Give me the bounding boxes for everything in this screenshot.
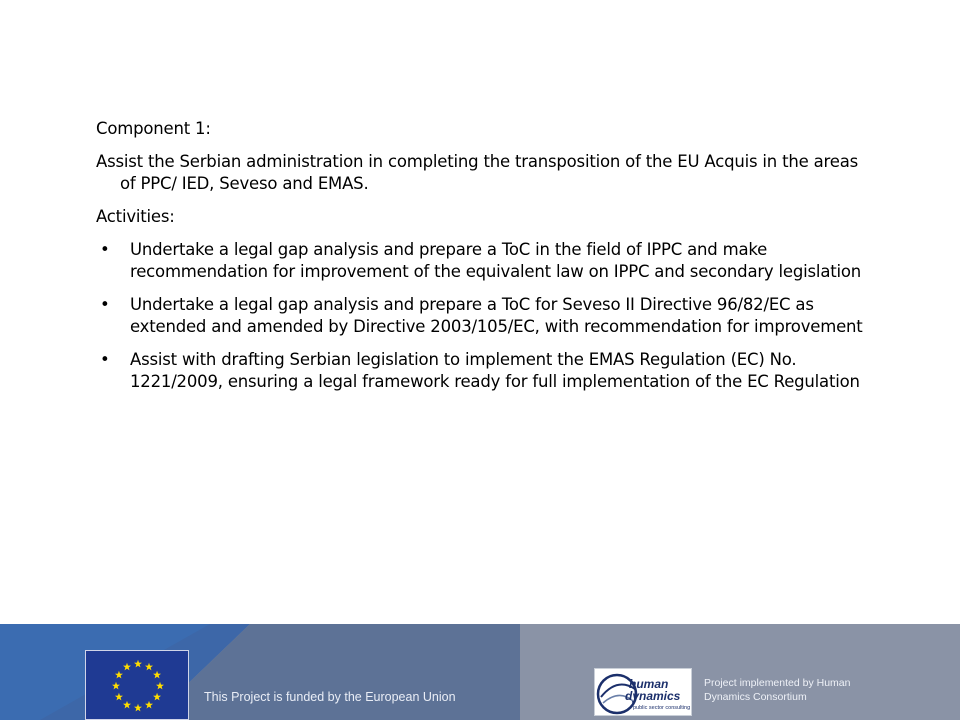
activity-text: Assist with drafting Serbian legislation to implement the EMAS Regulation (EC) No. 1221/2009, ensuring a legal framework ready for full implementation of the EC Regulation	[130, 350, 860, 391]
star-icon	[145, 663, 153, 671]
funded-by-text: This Project is funded by the European Union	[204, 690, 456, 704]
star-icon	[123, 663, 131, 671]
star-icon	[153, 671, 161, 679]
logo-tagline: public sector consulting	[633, 705, 691, 711]
activities-label: Activities:	[96, 207, 175, 226]
eu-stars-icon	[86, 651, 190, 721]
list-item	[96, 239, 866, 283]
activities-list	[96, 239, 866, 393]
component-objective: Assist the Serbian administration in completing the transposition of the EU Acquis in the areas of PPC/ IED, Seveso and EMAS.	[96, 152, 859, 193]
star-icon	[134, 704, 142, 712]
activity-text: Undertake a legal gap analysis and prepare a ToC in the field of IPPC and make recommendation for improvement of the equivalent law on IPPC and secondary legislation	[130, 240, 862, 281]
list-item	[96, 349, 866, 393]
star-icon	[112, 682, 120, 690]
star-icon	[115, 671, 123, 679]
eu-flag-logo	[85, 650, 189, 720]
star-icon	[134, 660, 142, 668]
logo-word-dynamics: dynamics	[625, 689, 681, 703]
bullet-icon: •	[100, 295, 110, 314]
star-icon	[153, 693, 161, 701]
star-icon	[145, 701, 153, 709]
slide-body	[96, 118, 866, 404]
star-icon	[123, 701, 131, 709]
component-title: Component 1:	[96, 119, 211, 138]
bullet-icon: •	[100, 350, 110, 369]
logo-word-human: human	[629, 677, 669, 691]
star-icon	[115, 693, 123, 701]
implemented-by-text: Project implemented by Human Dynamics Consortium	[704, 677, 851, 703]
list-item	[96, 294, 866, 338]
human-dynamics-logo	[594, 668, 692, 716]
bullet-icon: •	[100, 240, 110, 259]
activity-text: Undertake a legal gap analysis and prepare a ToC for Seveso II Directive 96/82/EC as extended and amended by Directive 2003/105/EC, with recommendation for improvement	[130, 295, 863, 336]
star-icon	[156, 682, 164, 690]
